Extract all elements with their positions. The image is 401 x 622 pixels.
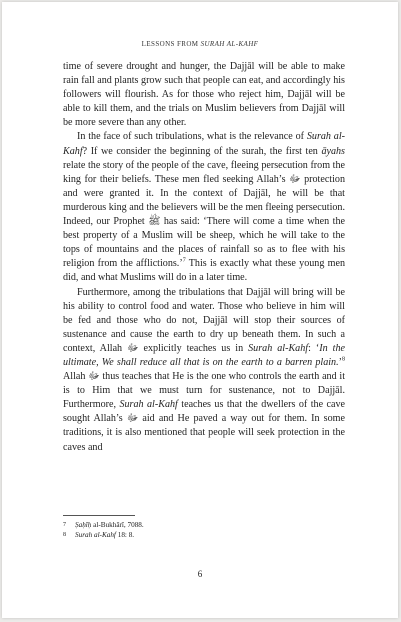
- footnotes: [63, 520, 345, 540]
- p2-text-a: In the face of such tribulations, what is the relevance of: [77, 131, 307, 143]
- p3-quranic-quote: In the ultimate, We shall reduce all that is on the earth to a barren plain.: [63, 342, 345, 368]
- footnote-divider: [63, 515, 135, 516]
- footnote-8: [63, 530, 345, 540]
- paragraph-3: [63, 286, 345, 455]
- footnote-number: 8: [63, 532, 66, 538]
- p3-surah-name-2: Surah al-Kahf: [119, 399, 178, 411]
- body-text: [63, 60, 345, 455]
- running-header: [2, 40, 398, 48]
- page-number: 6: [197, 569, 203, 579]
- p3-text-c: : ‘: [308, 342, 320, 354]
- footnote-7: [63, 520, 345, 530]
- p2-ayahs-term: āyahs: [321, 145, 345, 157]
- p2-text-c: ? If we consider the beginning of the surah, the first ten: [82, 145, 322, 157]
- header-title: LESSONS FROM: [141, 40, 201, 48]
- header-subtitle: SURAH AL-KAHF: [200, 40, 259, 48]
- paragraph-1: time of severe drought and hunger, the Dajjāl will be able to make rain fall and plants grow such that people can eat, and accordingly his followers will flourish. As for those who reject him, Dajjāl will be able to kill them, and the trials on Muslim believers from Dajjāl will be more severe than any other.: [63, 61, 345, 129]
- footnote-source: Ṣaḥīḥ: [75, 521, 92, 529]
- p3-text-a: Furthermore, among the tribulations that Dajjāl will bring will be his ability to control food and water. Those who believe in him will be fed and those who do not, Dajjāl will stop their sources of sustenance and cause the earth to dry up beneath them. In such a context, Allah ﷻ explicitly teaches us in: [63, 286, 345, 354]
- p3-text-g: Allah ﷻ thus teaches that He is the one who controls the earth and it is to Him that we must turn for sustenance, not to Dajjāl. Furthermore,: [63, 371, 346, 411]
- p2-surah-name: Surah al-Kahf: [63, 131, 346, 157]
- footnote-ref-8: 8: [342, 356, 345, 363]
- footnote-text: 18: 8.: [115, 531, 135, 539]
- p3-surah-name: Surah al-Kahf: [248, 342, 309, 354]
- p3-text-e: ’: [338, 356, 342, 368]
- footnote-text: al-Bukhārī, 7088.: [91, 521, 144, 529]
- p3-text-i: teaches us that the dwellers of the cave sought Allah’s ﷻ aid and He paved a way out for them. In some traditions, it is also mentioned that people will seek protection in the caves and: [63, 399, 345, 453]
- footnote-source: Surah al-Kahf: [75, 531, 116, 539]
- footnote-ref-7: 7: [182, 257, 186, 264]
- p2-text-e: relate the story of the people of the cave, fleeing persecution from the king for their beliefs. These men fled seeking Allah’s ﷻ protection and were granted it. In the context of Dajjāl, he will be that murderous king and the believers will be the men fleeing persecution. Indeed, our Prophet ﷺ has said: ‘There will come a time when the best property of a Muslim will be sheep, which he will take to the tops of mountains and the places of rainfall so as to flee with his religion from the afflictions.’: [63, 159, 345, 270]
- paragraph-2: [63, 130, 345, 285]
- book-page: [2, 2, 398, 618]
- footnote-number: 7: [63, 522, 66, 528]
- p2-text-g: This is exactly what these young men did, and what Muslims will do in a later time.: [63, 258, 345, 284]
